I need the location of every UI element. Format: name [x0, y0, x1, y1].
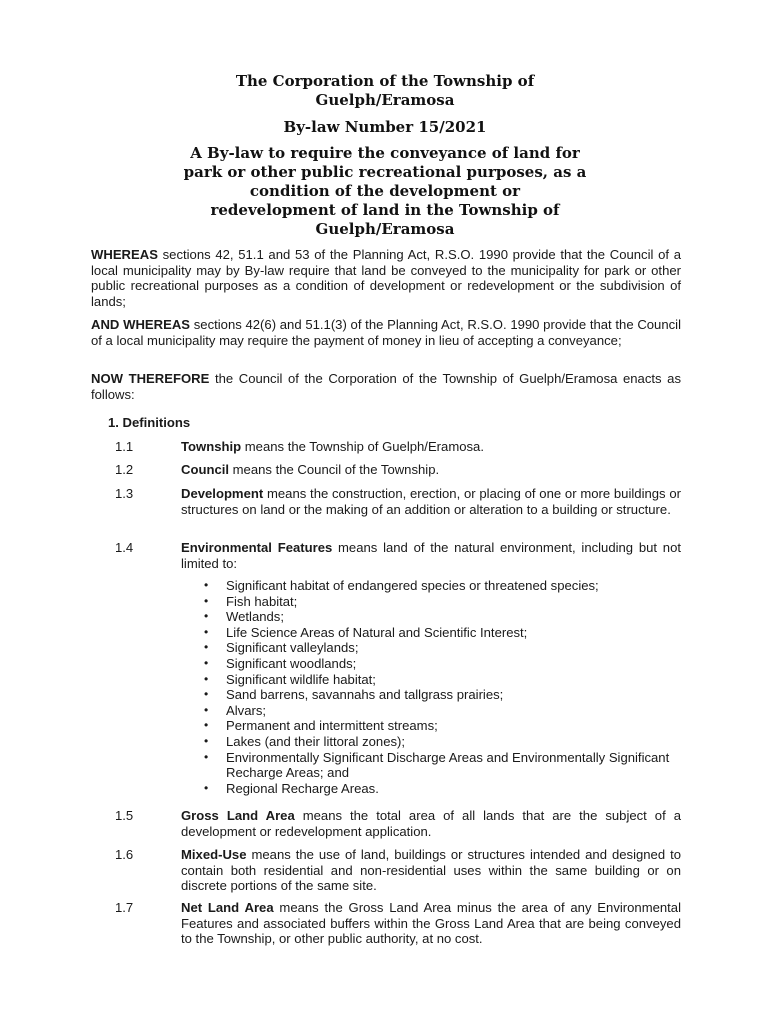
- definition-number: 1.2: [115, 462, 134, 477]
- definition-body: [181, 808, 681, 839]
- list-item-text: Sand barrens, savannahs and tallgrass prairies;: [226, 687, 504, 703]
- bylaw-title-line: redevelopment of land in the Township of: [210, 201, 560, 219]
- corporation-line-2: Guelph/Eramosa: [315, 91, 455, 109]
- bullet-icon: •: [204, 609, 209, 624]
- list-item-text: Significant habitat of endangered species or threatened species;: [226, 578, 599, 593]
- definition-body: [181, 462, 681, 478]
- definition-body: [181, 540, 681, 571]
- environmental-features-list: [202, 578, 682, 796]
- bullet-icon: •: [204, 687, 209, 702]
- definition-body: [181, 847, 681, 894]
- definition-term: Environmental Features: [181, 540, 333, 555]
- list-item-text: Permanent and intermittent streams;: [226, 718, 438, 734]
- list-item-text: Lakes (and their littoral zones);: [226, 733, 406, 749]
- definition-number: 1.4: [115, 540, 134, 555]
- list-item: [202, 625, 682, 641]
- bullet-icon: •: [204, 671, 209, 686]
- list-item: [202, 609, 682, 625]
- bylaw-title: [0, 144, 770, 239]
- definition-text: means the total area of all lands that are the subject of a development or redevelopment application.: [181, 808, 681, 839]
- list-item-text: Environmentally Significant Discharge Areas and Environmentally Significant Recharge Areas; and: [226, 749, 670, 781]
- list-item: [202, 594, 682, 610]
- definition-term: Development: [181, 486, 264, 501]
- bylaw-title-line: park or other public recreational purposes, as a: [183, 163, 587, 181]
- list-item-text: Wetlands;: [226, 609, 284, 625]
- definition-text: means the construction, erection, or placing of one or more buildings or structures on land or the making of an addition or alteration to a building or structure.: [181, 486, 681, 517]
- list-item-text: Fish habitat;: [226, 593, 298, 609]
- definition-term: Township: [181, 439, 242, 454]
- now-therefore-clause: [91, 371, 681, 402]
- list-item-text: Alvars;: [226, 702, 267, 718]
- bylaw-title-line: condition of the development or: [249, 182, 521, 200]
- clause-text: the Council of the Corporation of the Township of Guelph/Eramosa enacts as follows:: [91, 371, 681, 402]
- definition-number: 1.3: [115, 486, 134, 501]
- whereas-clause: [91, 247, 681, 309]
- list-item-text: Significant valleylands;: [226, 640, 359, 656]
- list-item: [202, 656, 682, 672]
- definition-text: means the Council of the Township.: [229, 462, 440, 477]
- list-item: [202, 750, 682, 781]
- bullet-icon: •: [204, 593, 209, 608]
- bullet-icon: •: [204, 780, 209, 795]
- definition-number: 1.5: [115, 808, 134, 823]
- corporation-line-1: The Corporation of the Township of: [235, 72, 535, 90]
- definition-number: 1.6: [115, 847, 134, 862]
- bullet-icon: •: [204, 749, 209, 764]
- corporation-heading: [0, 72, 770, 110]
- bullet-icon: •: [204, 578, 209, 592]
- definition-number: 1.1: [115, 439, 134, 454]
- clause-lead: WHEREAS: [91, 247, 158, 262]
- definition-text: means land of the natural environment, including but not limited to:: [181, 540, 681, 571]
- list-item: [202, 781, 682, 797]
- definition-term: Net Land Area: [181, 900, 274, 915]
- definition-text: means the Gross Land Area minus the area of any Environmental Features and associated buffers within the Gross Land Area that are being conveyed to the Township, or other public authority, at no cost.: [181, 900, 682, 946]
- list-item: [202, 734, 682, 750]
- bullet-icon: •: [204, 640, 209, 655]
- list-item: [202, 718, 682, 734]
- definition-term: Council: [181, 462, 230, 477]
- list-item-text: Regional Recharge Areas.: [226, 780, 379, 796]
- bullet-icon: •: [204, 733, 209, 748]
- definition-text: means the use of land, buildings or structures intended and designed to contain both residential and non-residential uses within the same building or on discrete portions of the same site.: [181, 847, 681, 893]
- definition-body: [181, 900, 681, 947]
- clause-lead: NOW THEREFORE: [91, 371, 210, 386]
- definition-text: means the Township of Guelph/Eramosa.: [241, 439, 484, 454]
- section-heading-definitions: 1. Definitions: [108, 415, 191, 430]
- bylaw-title-line: A By-law to require the conveyance of land for: [190, 144, 580, 162]
- list-item: [202, 687, 682, 703]
- list-item: [202, 578, 682, 594]
- list-item: [202, 672, 682, 688]
- definition-term: Gross Land Area: [181, 808, 295, 823]
- list-item-text: Significant wildlife habitat;: [226, 671, 376, 687]
- definition-number: 1.7: [115, 900, 134, 915]
- list-item-text: Life Science Areas of Natural and Scientific Interest;: [226, 624, 528, 640]
- bullet-icon: •: [204, 702, 209, 717]
- list-item-text: Significant woodlands;: [226, 655, 357, 671]
- clause-text: sections 42(6) and 51.1(3) of the Planning Act, R.S.O. 1990 provide that the Council of a local municipality may require the payment of money in lieu of accepting a conveyance;: [91, 317, 681, 348]
- clause-lead: AND WHEREAS: [91, 317, 191, 332]
- bullet-icon: •: [204, 624, 209, 639]
- list-item: [202, 640, 682, 656]
- definition-body: [181, 486, 681, 517]
- clause-text: sections 42, 51.1 and 53 of the Planning Act, R.S.O. 1990 provide that the Council of a local municipality may by By-law require that land be conveyed to the municipality for park or other public recreational purposes as a condition of development or redevelopment or the subdivision of lands;: [91, 247, 681, 309]
- bullet-icon: •: [204, 655, 209, 670]
- and-whereas-clause: [91, 317, 681, 348]
- list-item: [202, 703, 682, 719]
- bylaw-title-line: Guelph/Eramosa: [315, 220, 455, 238]
- bylaw-number: By-law Number 15/2021: [283, 118, 487, 136]
- definition-term: Mixed-Use: [181, 847, 247, 862]
- definition-body: [181, 439, 681, 455]
- bullet-icon: •: [204, 718, 209, 733]
